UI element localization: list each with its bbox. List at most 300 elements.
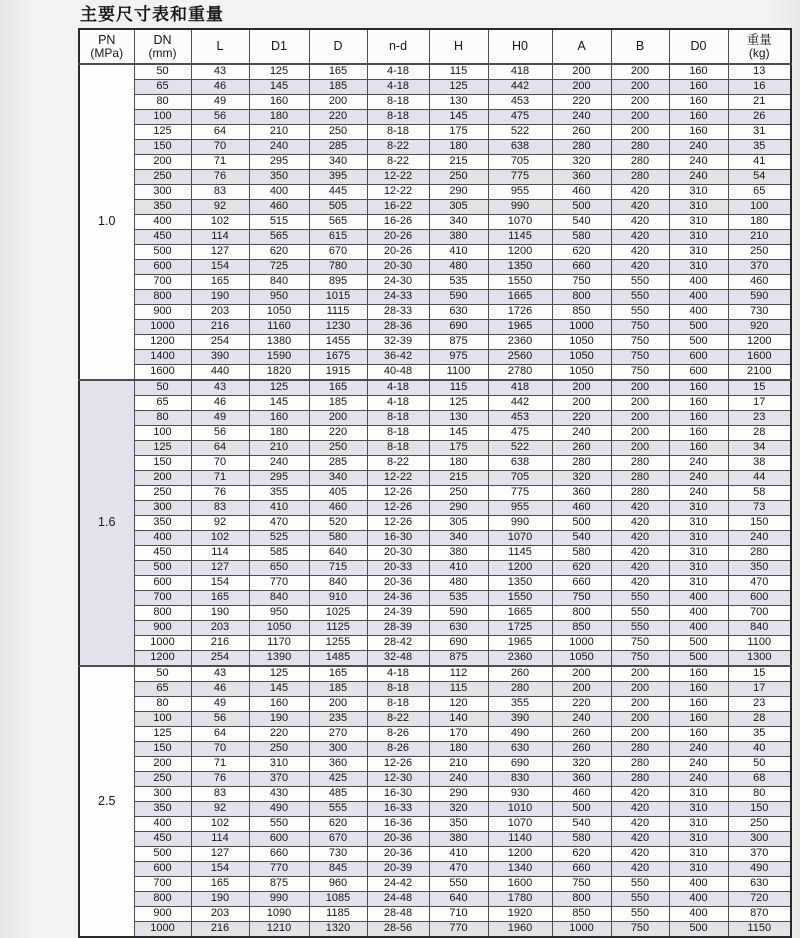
cell-a: 320 <box>552 155 611 170</box>
cell-l: 92 <box>191 516 249 531</box>
column-header-pn: PN (MPa) <box>79 29 134 64</box>
cell-d1: 840 <box>249 275 309 290</box>
cell-dn: 250 <box>134 772 191 787</box>
cell-dn: 1200 <box>134 651 191 667</box>
cell-d0: 310 <box>669 576 728 591</box>
cell-b: 280 <box>611 456 669 471</box>
cell-h0: 1600 <box>488 877 552 892</box>
cell-n_d: 4-18 <box>367 666 429 682</box>
cell-d1: 1590 <box>249 350 309 365</box>
cell-n_d: 8-22 <box>367 712 429 727</box>
cell-weight: 1200 <box>728 335 791 350</box>
cell-weight: 1100 <box>728 636 791 651</box>
cell-n_d: 24-30 <box>367 275 429 290</box>
cell-weight: 370 <box>728 260 791 275</box>
cell-dn: 125 <box>134 441 191 456</box>
cell-dn: 600 <box>134 862 191 877</box>
cell-a: 280 <box>552 456 611 471</box>
cell-d1: 565 <box>249 230 309 245</box>
cell-n_d: 20-36 <box>367 832 429 847</box>
cell-h0: 1070 <box>488 215 552 230</box>
table-row <box>79 757 791 772</box>
cell-b: 420 <box>611 516 669 531</box>
cell-d: 840 <box>309 576 367 591</box>
cell-d: 1025 <box>309 606 367 621</box>
cell-d1: 190 <box>249 712 309 727</box>
cell-dn: 125 <box>134 727 191 742</box>
cell-d1: 210 <box>249 125 309 140</box>
cell-h0: 1145 <box>488 546 552 561</box>
cell-h: 1100 <box>429 365 488 381</box>
cell-a: 540 <box>552 817 611 832</box>
cell-b: 200 <box>611 64 669 80</box>
cell-b: 200 <box>611 110 669 125</box>
cell-n_d: 24-36 <box>367 591 429 606</box>
cell-l: 216 <box>191 636 249 651</box>
cell-h0: 475 <box>488 426 552 441</box>
cell-h0: 1965 <box>488 636 552 651</box>
cell-h0: 1140 <box>488 832 552 847</box>
cell-l: 76 <box>191 772 249 787</box>
table-row <box>79 456 791 471</box>
cell-b: 200 <box>611 426 669 441</box>
cell-h0: 522 <box>488 441 552 456</box>
cell-l: 127 <box>191 847 249 862</box>
cell-n_d: 4-18 <box>367 64 429 80</box>
cell-n_d: 28-42 <box>367 636 429 651</box>
cell-dn: 450 <box>134 546 191 561</box>
table-row <box>79 411 791 426</box>
cell-b: 420 <box>611 546 669 561</box>
cell-weight: 150 <box>728 516 791 531</box>
cell-d0: 310 <box>669 546 728 561</box>
cell-h: 290 <box>429 501 488 516</box>
cell-d: 505 <box>309 200 367 215</box>
cell-l: 390 <box>191 350 249 365</box>
cell-dn: 100 <box>134 426 191 441</box>
cell-b: 280 <box>611 140 669 155</box>
table-row <box>79 95 791 110</box>
table-row <box>79 260 791 275</box>
cell-a: 200 <box>552 666 611 682</box>
cell-d: 1255 <box>309 636 367 651</box>
cell-b: 550 <box>611 907 669 922</box>
cell-d1: 525 <box>249 531 309 546</box>
cell-b: 750 <box>611 335 669 350</box>
cell-l: 216 <box>191 320 249 335</box>
cell-weight: 590 <box>728 290 791 305</box>
cell-d0: 160 <box>669 125 728 140</box>
cell-d0: 500 <box>669 636 728 651</box>
header-row <box>79 29 791 64</box>
cell-d1: 1380 <box>249 335 309 350</box>
cell-l: 102 <box>191 215 249 230</box>
cell-d0: 400 <box>669 877 728 892</box>
cell-d: 730 <box>309 847 367 862</box>
cell-n_d: 8-18 <box>367 682 429 697</box>
cell-weight: 15 <box>728 380 791 396</box>
cell-b: 420 <box>611 185 669 200</box>
cell-dn: 300 <box>134 787 191 802</box>
table-row <box>79 787 791 802</box>
cell-b: 420 <box>611 787 669 802</box>
cell-h: 180 <box>429 140 488 155</box>
cell-b: 420 <box>611 576 669 591</box>
cell-d0: 240 <box>669 456 728 471</box>
cell-l: 83 <box>191 501 249 516</box>
cell-h0: 2780 <box>488 365 552 381</box>
cell-h: 770 <box>429 922 488 938</box>
cell-weight: 26 <box>728 110 791 125</box>
cell-dn: 800 <box>134 290 191 305</box>
cell-h0: 775 <box>488 486 552 501</box>
cell-weight: 350 <box>728 561 791 576</box>
cell-a: 280 <box>552 140 611 155</box>
cell-n_d: 24-39 <box>367 606 429 621</box>
cell-b: 280 <box>611 170 669 185</box>
cell-n_d: 20-30 <box>367 260 429 275</box>
cell-a: 240 <box>552 426 611 441</box>
cell-h: 690 <box>429 636 488 651</box>
cell-weight: 34 <box>728 441 791 456</box>
cell-d: 165 <box>309 64 367 80</box>
cell-b: 200 <box>611 396 669 411</box>
cell-l: 440 <box>191 365 249 381</box>
cell-h: 210 <box>429 757 488 772</box>
cell-dn: 250 <box>134 170 191 185</box>
cell-n_d: 8-22 <box>367 155 429 170</box>
cell-dn: 600 <box>134 260 191 275</box>
cell-h0: 1665 <box>488 606 552 621</box>
table-row <box>79 847 791 862</box>
column-header-h: H <box>429 29 488 64</box>
cell-b: 200 <box>611 727 669 742</box>
cell-weight: 470 <box>728 576 791 591</box>
cell-l: 165 <box>191 591 249 606</box>
cell-h: 535 <box>429 591 488 606</box>
cell-dn: 150 <box>134 456 191 471</box>
cell-a: 460 <box>552 501 611 516</box>
cell-h0: 1920 <box>488 907 552 922</box>
cell-d0: 160 <box>669 441 728 456</box>
cell-l: 83 <box>191 185 249 200</box>
cell-weight: 920 <box>728 320 791 335</box>
table-row <box>79 426 791 441</box>
cell-h0: 630 <box>488 742 552 757</box>
cell-d0: 400 <box>669 591 728 606</box>
cell-d: 185 <box>309 80 367 95</box>
table-row <box>79 727 791 742</box>
cell-b: 200 <box>611 712 669 727</box>
cell-a: 660 <box>552 260 611 275</box>
cell-d: 715 <box>309 561 367 576</box>
column-header-h0: H0 <box>488 29 552 64</box>
cell-n_d: 32-39 <box>367 335 429 350</box>
cell-h: 550 <box>429 877 488 892</box>
cell-d: 220 <box>309 426 367 441</box>
cell-d1: 840 <box>249 591 309 606</box>
table-row <box>79 546 791 561</box>
cell-d1: 410 <box>249 501 309 516</box>
cell-n_d: 8-18 <box>367 426 429 441</box>
cell-b: 280 <box>611 155 669 170</box>
cell-weight: 720 <box>728 892 791 907</box>
table-row <box>79 621 791 636</box>
cell-h: 590 <box>429 606 488 621</box>
cell-h0: 418 <box>488 64 552 80</box>
cell-d1: 1050 <box>249 305 309 320</box>
cell-weight: 150 <box>728 802 791 817</box>
cell-d0: 160 <box>669 110 728 125</box>
cell-h: 690 <box>429 320 488 335</box>
table-row <box>79 170 791 185</box>
cell-d0: 160 <box>669 411 728 426</box>
cell-dn: 800 <box>134 892 191 907</box>
cell-n_d: 20-30 <box>367 546 429 561</box>
cell-d: 910 <box>309 591 367 606</box>
cell-b: 550 <box>611 290 669 305</box>
cell-dn: 80 <box>134 95 191 110</box>
cell-l: 46 <box>191 80 249 95</box>
cell-l: 49 <box>191 95 249 110</box>
cell-d0: 400 <box>669 290 728 305</box>
table-row <box>79 922 791 938</box>
cell-d1: 470 <box>249 516 309 531</box>
cell-h: 380 <box>429 546 488 561</box>
cell-d0: 310 <box>669 200 728 215</box>
cell-n_d: 36-42 <box>367 350 429 365</box>
cell-h: 215 <box>429 155 488 170</box>
cell-d: 1115 <box>309 305 367 320</box>
cell-d1: 370 <box>249 772 309 787</box>
cell-d1: 770 <box>249 862 309 877</box>
cell-a: 850 <box>552 305 611 320</box>
cell-d: 1230 <box>309 320 367 335</box>
cell-weight: 13 <box>728 64 791 80</box>
cell-weight: 1150 <box>728 922 791 938</box>
cell-d: 285 <box>309 456 367 471</box>
cell-l: 114 <box>191 230 249 245</box>
cell-h0: 2360 <box>488 335 552 350</box>
cell-d1: 1170 <box>249 636 309 651</box>
cell-weight: 870 <box>728 907 791 922</box>
cell-h: 290 <box>429 185 488 200</box>
pn-group-label: 2.5 <box>79 666 134 937</box>
cell-a: 620 <box>552 561 611 576</box>
cell-h: 590 <box>429 290 488 305</box>
cell-weight: 700 <box>728 606 791 621</box>
cell-b: 200 <box>611 441 669 456</box>
cell-d0: 160 <box>669 64 728 80</box>
cell-n_d: 12-26 <box>367 501 429 516</box>
cell-d1: 350 <box>249 170 309 185</box>
cell-dn: 200 <box>134 471 191 486</box>
cell-d0: 240 <box>669 140 728 155</box>
cell-n_d: 12-22 <box>367 185 429 200</box>
cell-b: 750 <box>611 922 669 938</box>
cell-h: 145 <box>429 110 488 125</box>
column-header-dn: DN (mm) <box>134 29 191 64</box>
cell-d: 165 <box>309 380 367 396</box>
cell-l: 43 <box>191 380 249 396</box>
cell-weight: 35 <box>728 140 791 155</box>
cell-d: 895 <box>309 275 367 290</box>
cell-weight: 210 <box>728 230 791 245</box>
cell-d1: 950 <box>249 290 309 305</box>
cell-d1: 620 <box>249 245 309 260</box>
cell-weight: 23 <box>728 411 791 426</box>
cell-d: 235 <box>309 712 367 727</box>
cell-weight: 2100 <box>728 365 791 381</box>
cell-b: 420 <box>611 245 669 260</box>
cell-a: 320 <box>552 757 611 772</box>
cell-n_d: 8-22 <box>367 140 429 155</box>
cell-dn: 125 <box>134 125 191 140</box>
cell-h: 250 <box>429 170 488 185</box>
cell-l: 92 <box>191 200 249 215</box>
cell-h0: 390 <box>488 712 552 727</box>
cell-n_d: 20-26 <box>367 245 429 260</box>
cell-n_d: 8-26 <box>367 727 429 742</box>
cell-h0: 705 <box>488 155 552 170</box>
cell-weight: 630 <box>728 877 791 892</box>
cell-l: 70 <box>191 456 249 471</box>
cell-h0: 990 <box>488 200 552 215</box>
cell-h0: 1350 <box>488 576 552 591</box>
cell-d0: 310 <box>669 862 728 877</box>
cell-n_d: 4-18 <box>367 396 429 411</box>
dimensions-weight-table <box>78 28 792 938</box>
cell-h: 410 <box>429 245 488 260</box>
cell-n_d: 8-26 <box>367 742 429 757</box>
table-row <box>79 486 791 501</box>
column-header-n_d: n-d <box>367 29 429 64</box>
cell-h0: 1350 <box>488 260 552 275</box>
cell-h: 380 <box>429 832 488 847</box>
table-row <box>79 682 791 697</box>
cell-weight: 17 <box>728 682 791 697</box>
cell-d: 520 <box>309 516 367 531</box>
table-row <box>79 155 791 170</box>
cell-dn: 450 <box>134 832 191 847</box>
cell-a: 200 <box>552 396 611 411</box>
cell-l: 43 <box>191 666 249 682</box>
cell-b: 420 <box>611 847 669 862</box>
cell-a: 580 <box>552 546 611 561</box>
cell-dn: 1000 <box>134 636 191 651</box>
cell-a: 220 <box>552 95 611 110</box>
cell-weight: 280 <box>728 546 791 561</box>
table-row <box>79 636 791 651</box>
cell-weight: 1600 <box>728 350 791 365</box>
cell-b: 200 <box>611 682 669 697</box>
cell-b: 420 <box>611 832 669 847</box>
cell-d1: 430 <box>249 787 309 802</box>
cell-d1: 310 <box>249 757 309 772</box>
cell-a: 1050 <box>552 651 611 667</box>
cell-a: 500 <box>552 802 611 817</box>
cell-weight: 40 <box>728 742 791 757</box>
cell-l: 92 <box>191 802 249 817</box>
cell-d: 485 <box>309 787 367 802</box>
cell-h0: 1780 <box>488 892 552 907</box>
cell-h0: 1340 <box>488 862 552 877</box>
cell-l: 127 <box>191 561 249 576</box>
cell-d0: 160 <box>669 80 728 95</box>
cell-d: 200 <box>309 95 367 110</box>
cell-h0: 442 <box>488 80 552 95</box>
cell-h: 630 <box>429 621 488 636</box>
cell-weight: 250 <box>728 817 791 832</box>
cell-dn: 900 <box>134 621 191 636</box>
cell-h: 875 <box>429 335 488 350</box>
cell-d: 200 <box>309 411 367 426</box>
cell-d0: 160 <box>669 727 728 742</box>
cell-a: 620 <box>552 847 611 862</box>
cell-weight: 28 <box>728 712 791 727</box>
cell-weight: 35 <box>728 727 791 742</box>
cell-n_d: 8-22 <box>367 456 429 471</box>
cell-a: 260 <box>552 727 611 742</box>
cell-h0: 1965 <box>488 320 552 335</box>
cell-d1: 295 <box>249 155 309 170</box>
cell-n_d: 12-26 <box>367 757 429 772</box>
cell-l: 71 <box>191 155 249 170</box>
cell-h: 115 <box>429 64 488 80</box>
cell-l: 102 <box>191 531 249 546</box>
cell-l: 102 <box>191 817 249 832</box>
cell-l: 56 <box>191 426 249 441</box>
table-row <box>79 125 791 140</box>
cell-d0: 310 <box>669 847 728 862</box>
cell-d1: 145 <box>249 80 309 95</box>
cell-d1: 650 <box>249 561 309 576</box>
table-row <box>79 350 791 365</box>
cell-weight: 68 <box>728 772 791 787</box>
cell-dn: 500 <box>134 561 191 576</box>
cell-h: 130 <box>429 95 488 110</box>
cell-d: 565 <box>309 215 367 230</box>
cell-b: 280 <box>611 757 669 772</box>
cell-n_d: 12-22 <box>367 471 429 486</box>
cell-n_d: 20-39 <box>367 862 429 877</box>
cell-dn: 65 <box>134 682 191 697</box>
cell-h: 410 <box>429 561 488 576</box>
cell-dn: 350 <box>134 516 191 531</box>
cell-a: 200 <box>552 682 611 697</box>
cell-h: 305 <box>429 200 488 215</box>
cell-l: 165 <box>191 877 249 892</box>
cell-h0: 453 <box>488 95 552 110</box>
cell-d: 1320 <box>309 922 367 938</box>
cell-h: 140 <box>429 712 488 727</box>
cell-dn: 200 <box>134 155 191 170</box>
cell-d1: 1210 <box>249 922 309 938</box>
cell-a: 220 <box>552 411 611 426</box>
cell-b: 750 <box>611 651 669 667</box>
cell-l: 56 <box>191 712 249 727</box>
cell-l: 154 <box>191 576 249 591</box>
cell-h: 180 <box>429 742 488 757</box>
cell-d1: 295 <box>249 471 309 486</box>
cell-a: 240 <box>552 110 611 125</box>
cell-h0: 2560 <box>488 350 552 365</box>
cell-a: 850 <box>552 907 611 922</box>
cell-b: 750 <box>611 320 669 335</box>
cell-d1: 355 <box>249 486 309 501</box>
cell-h0: 355 <box>488 697 552 712</box>
cell-h0: 930 <box>488 787 552 802</box>
